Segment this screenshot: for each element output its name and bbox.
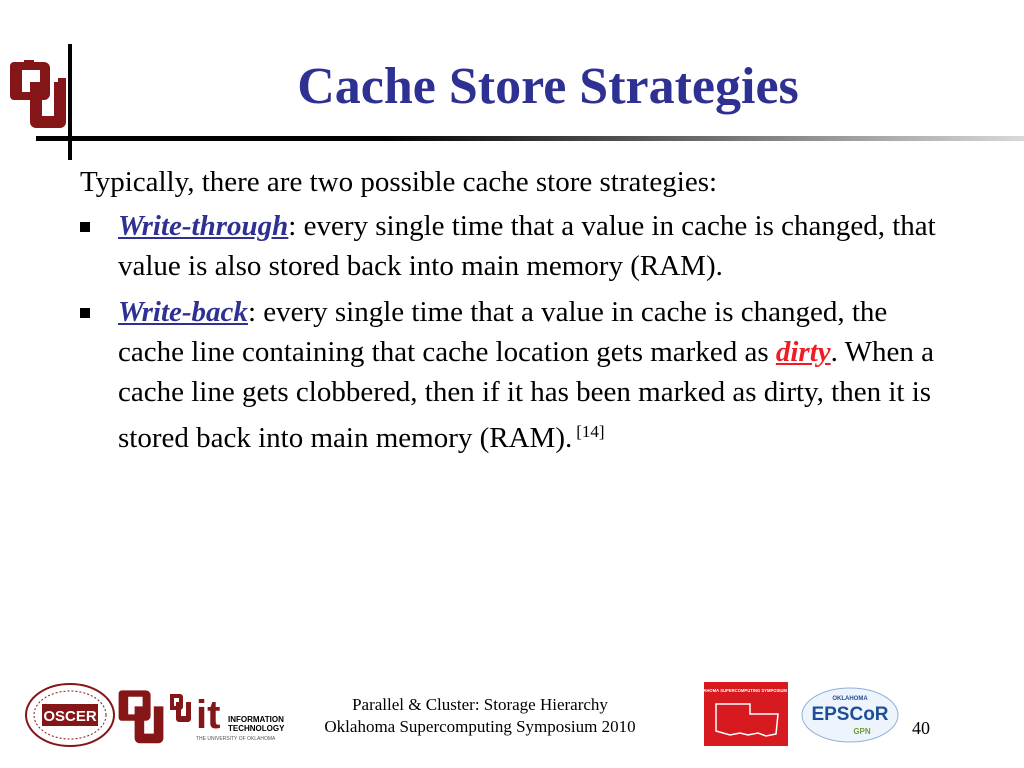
slide-body: [80, 162, 960, 464]
footer-line-1: Parallel & Cluster: Storage Hierarchy: [352, 695, 608, 714]
term-write-through[interactable]: Write-through: [118, 210, 289, 242]
bullet-write-through: [80, 206, 960, 286]
square-bullet-icon: [80, 222, 90, 232]
symposium-logo-text: OKLAHOMA SUPERCOMPUTING SYMPOSIUM 2010: [694, 688, 798, 693]
square-bullet-icon: [80, 308, 90, 318]
intro-text: Typically, there are two possible cache store strategies:: [80, 166, 718, 198]
ou-it-logo-icon: [168, 688, 288, 744]
svg-text:TECHNOLOGY: TECHNOLOGY: [228, 724, 285, 733]
footer-caption: [290, 694, 670, 738]
bullet-write-back: [80, 292, 960, 458]
ou-footer-logo-icon: [118, 684, 164, 748]
it-logo-text: it: [196, 693, 221, 737]
epscor-logo-icon: [800, 686, 900, 744]
oscer-logo-icon: [24, 682, 116, 748]
bullet-text: : every single time that a value in cache is changed, that value is also stored back into main memory (RAM).: [118, 210, 936, 282]
header-horizontal-rule: [36, 136, 1024, 141]
slide-number: 40: [912, 718, 930, 738]
bullet-text-before: : every single time that a value in cache is changed, the cache line containing that cache location gets marked as: [118, 296, 888, 368]
term-dirty[interactable]: dirty: [775, 336, 831, 368]
symposium-2010-logo-icon: [694, 682, 798, 746]
epscor-logo-text: EPSCoR: [811, 704, 889, 725]
footer-line-2: Oklahoma Supercomputing Symposium 2010: [324, 717, 636, 736]
svg-text:OKLAHOMA: OKLAHOMA: [832, 696, 868, 702]
term-write-back[interactable]: Write-back: [118, 296, 248, 328]
svg-text:INFORMATION: INFORMATION: [228, 715, 284, 724]
svg-text:GPN: GPN: [853, 727, 871, 736]
citation: [14]: [576, 422, 605, 441]
slide-title: Cache Store Strategies: [297, 58, 799, 115]
oscer-logo-text: OSCER: [43, 708, 97, 725]
bullet-text-after: . When a cache line gets clobbered, then if it has been marked as dirty, then it is stored back into main memory (RAM).: [118, 336, 934, 454]
svg-text:THE UNIVERSITY OF OKLAHOMA: THE UNIVERSITY OF OKLAHOMA: [196, 736, 276, 742]
